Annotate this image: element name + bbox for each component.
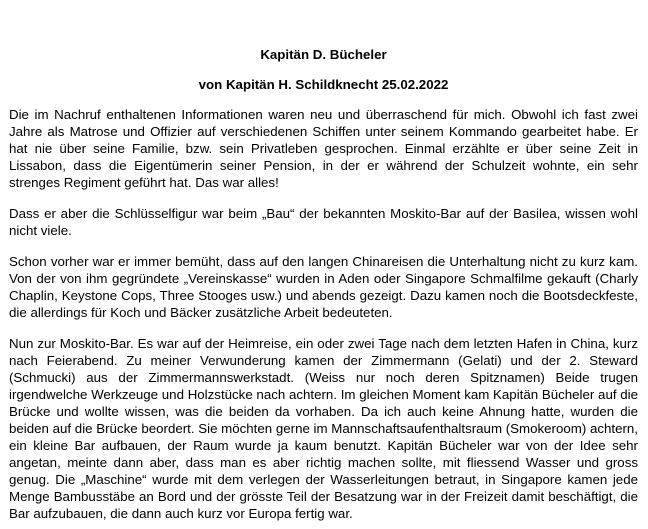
paragraph-2: Dass er aber die Schlüsselfigur war beim „Bau“ der bekannten Moskito-Bar auf der Basilea, wissen wohl nicht viele. [9, 206, 638, 238]
document-subtitle: von Kapitän H. Schildknecht 25.02.2022 [198, 77, 449, 92]
paragraph-4: Nun zur Moskito-Bar. Es war auf der Heimreise, ein oder zwei Tage nach dem letzten Hafen in China, kurz nach Feierabend. Zu meiner Verwunderung kamen der Zimmermann (Gelati) und der 2. Steward (Schmucki) aus der Zimmermannswerkstadt. (Weiss nur noch deren Spitznamen) Beide trugen irgendwelche Werkzeuge und Holzstücke nach achtern. Im gleichen Moment kam Kapitän Bücheler auf die Brücke und wollte wissen, was die beiden da vorhaben. Da ich auch keine Ahnung hatte, wurden die beiden auf die Brücke beordert. Sie möchten gerne im Mannschaftsaufenthaltsraum (Smokeroom) achtern, ein kleine Bar aufbauen, der Raum wurde ja kaum benutzt. Kapitän Bücheler war von der Idee sehr angetan, meinte dann aber, dass man es aber richtig machen sollte, mit fliessend Wasser und gross genug. Die „Maschine“ wurde mit dem verlegen der Wasserleitungen betraut, in Singapore kamen jede Menge Bambusstäbe an Bord und der grösste Teil der Besatzung war in der Freizeit damit beschäftigt, die Bar aufzubauen, die dann auch kurz vor Europa fertig war. [9, 336, 638, 521]
paragraph-3: Schon vorher war er immer bemüht, dass auf den langen Chinareisen die Unterhaltung nicht zu kurz kam. Von der von ihm gegründete „Vereinskasse“ wurden in Aden oder Singapore Schmalfilme gekauft (Charly Chaplin, Keystone Cops, Three Stooges usw.) und abends gezeigt. Dazu kamen noch die Bootsdeckfeste, die allerdings für Koch und Bäcker zusätzliche Arbeit bedeuteten. [9, 254, 638, 320]
document-title: Kapitän D. Bücheler [260, 47, 387, 62]
paragraph-1: Die im Nachruf enthaltenen Informationen waren neu und überraschend für mich. Obwohl ich fast zwei Jahre als Matrose und Offizier auf verschiedenen Schiffen unter seinem Kommando gearbeitet habe. Er hat nie über seine Familie, bzw. sein Privatleben gesprochen. Einmal erzählte er über seine Zeit in Lissabon, dass die Eigentümerin seiner Pension, in der er während der Schulzeit wohnte, ein sehr strenges Regiment geführt hat. Das war alles! [9, 107, 638, 190]
document-body [9, 106, 638, 522]
